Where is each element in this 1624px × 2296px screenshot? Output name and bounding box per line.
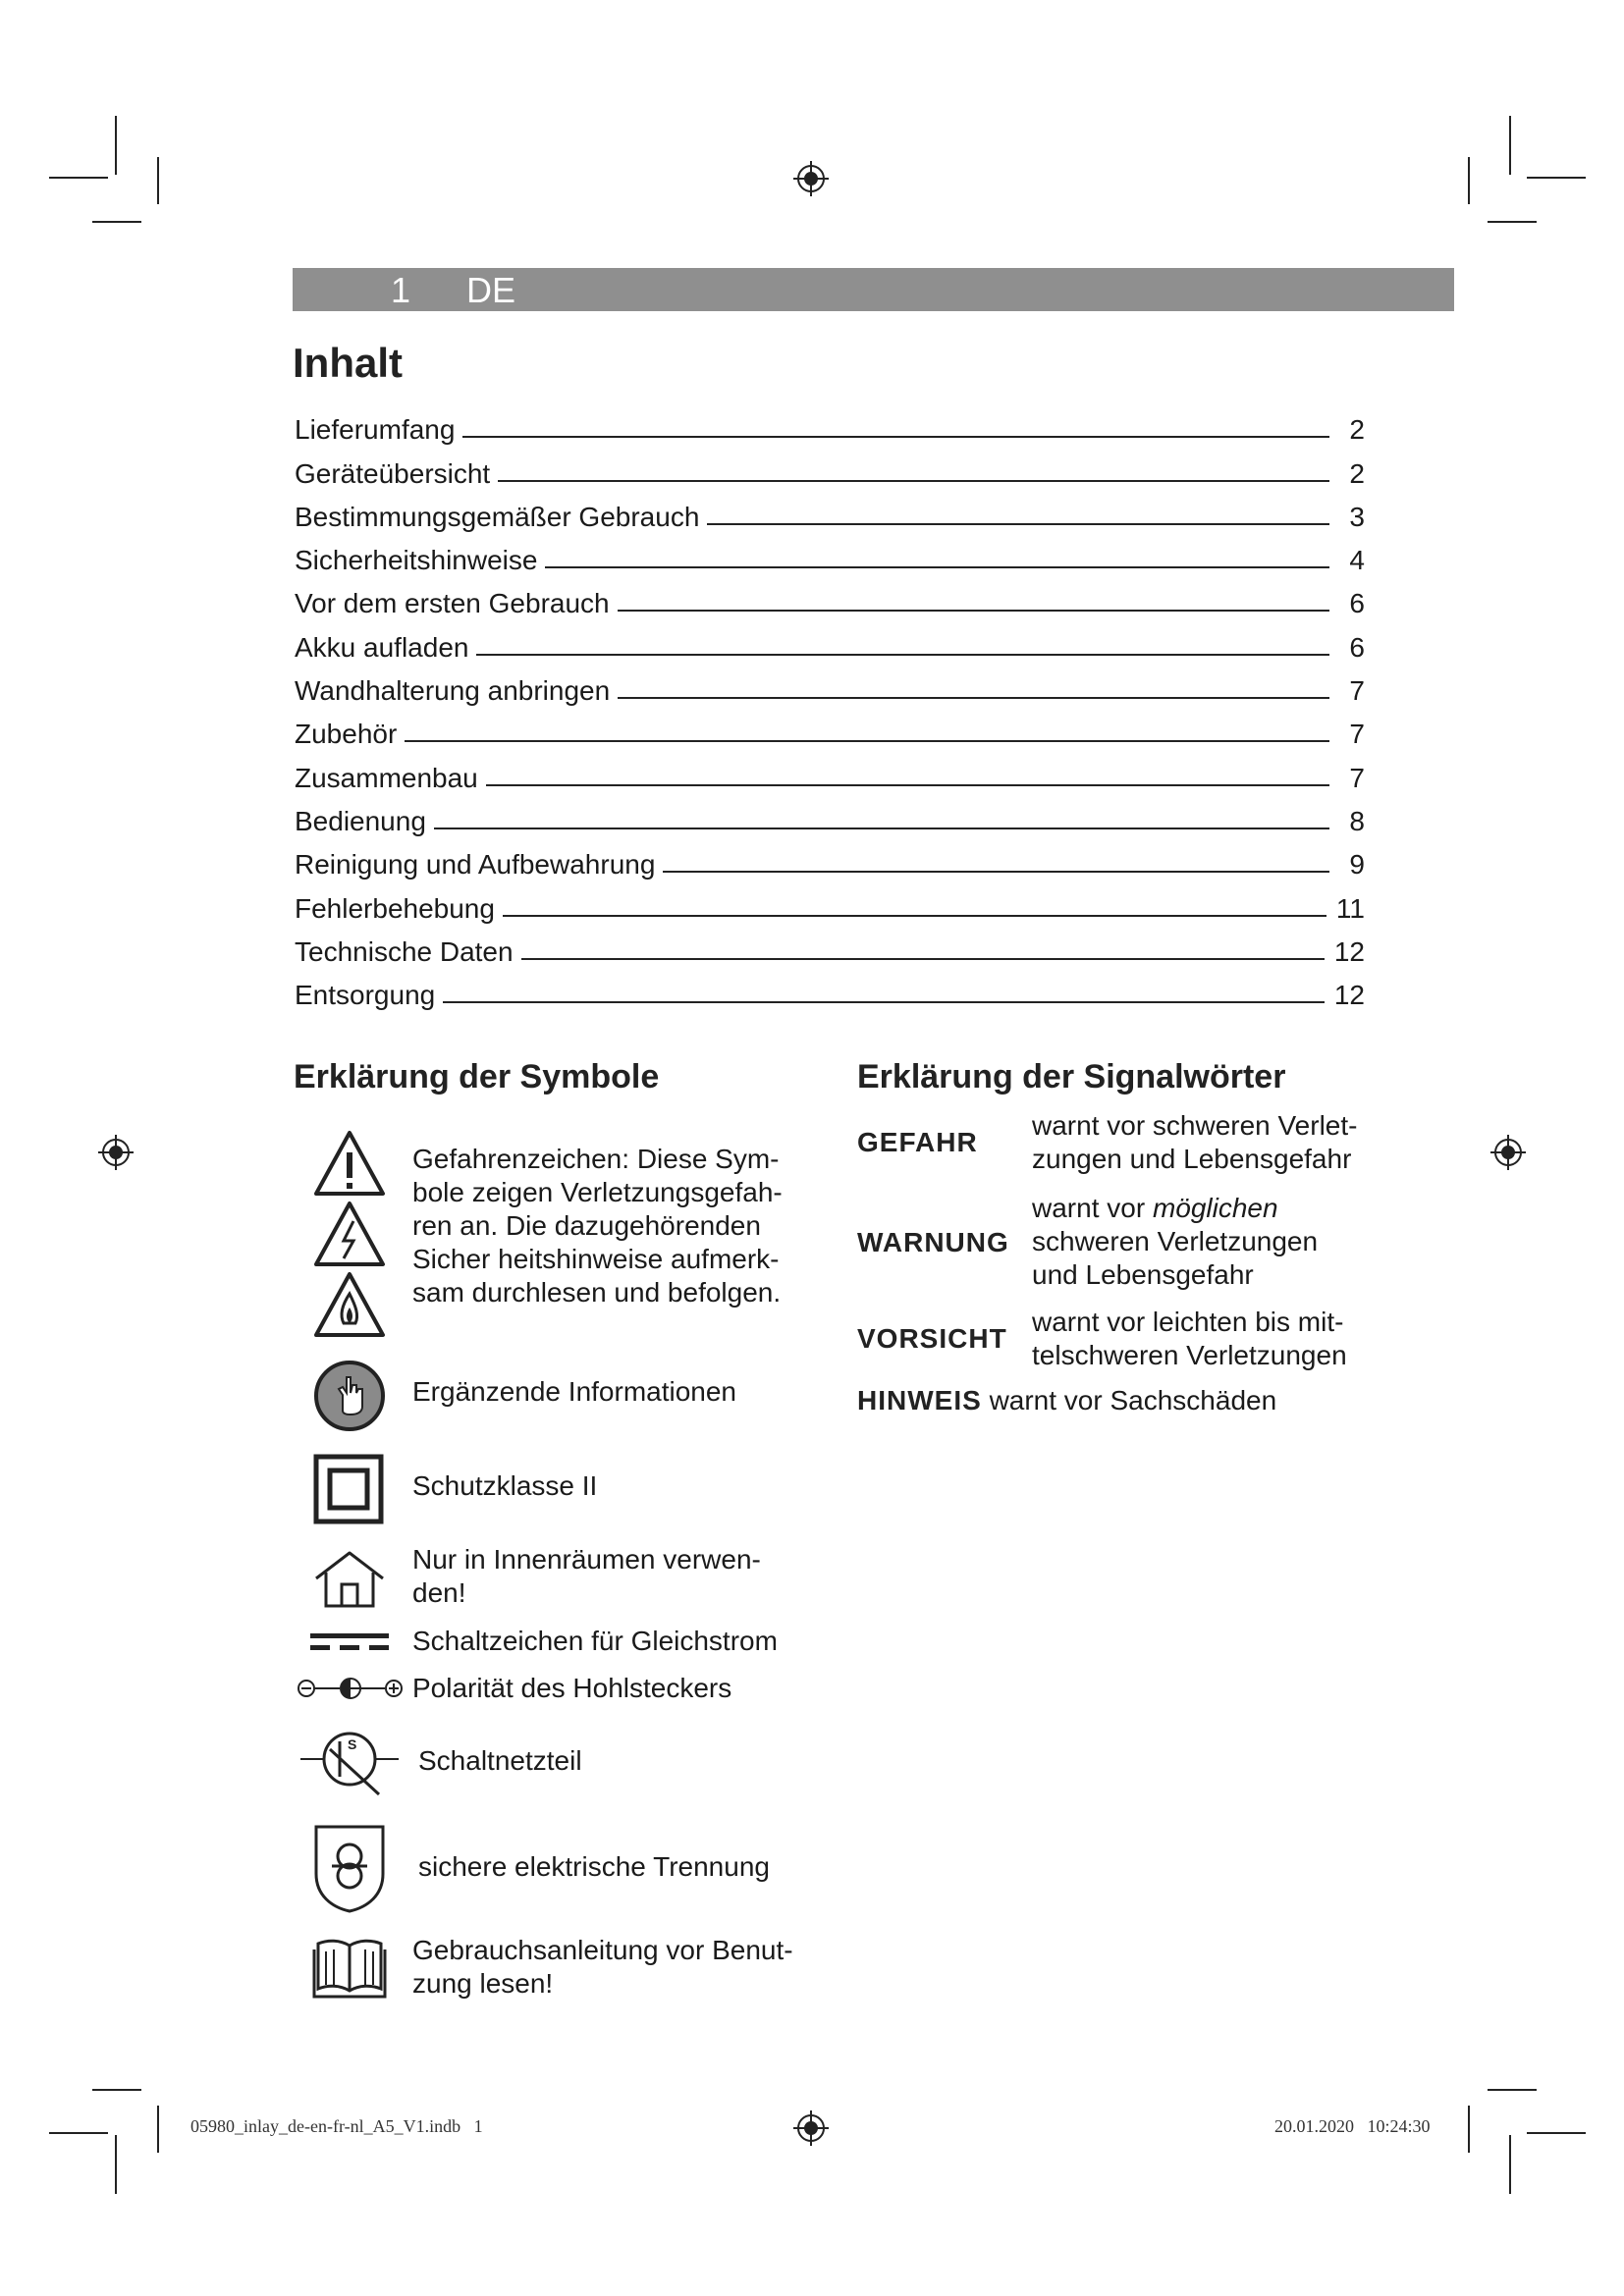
- toc-entry-page: 7: [1349, 762, 1365, 793]
- toc-entry-page: 6: [1349, 588, 1365, 619]
- toc-entry: [295, 576, 1365, 619]
- symbol-desc-transformer: sichere elektrische Trennung: [418, 1851, 770, 1882]
- toc-entry-page: 3: [1349, 501, 1365, 532]
- toc-entry: [295, 750, 1365, 793]
- toc-leader-line: [618, 610, 1329, 612]
- toc-entry-page: 9: [1349, 849, 1365, 881]
- toc-entry-page: 7: [1349, 719, 1365, 750]
- text-line: zung lesen!: [412, 1968, 554, 1999]
- toc-entry: [295, 402, 1365, 446]
- toc-leader-line: [707, 523, 1329, 525]
- toc-entry: [295, 707, 1365, 750]
- direct-current-icon: [310, 1631, 389, 1653]
- signal-desc-line: telschweren Verletzungen: [1032, 1340, 1347, 1370]
- crop-mark: [49, 2132, 108, 2134]
- signal-desc-line: warnt vor leichten bis mit-: [1032, 1307, 1344, 1337]
- warning-triangles-icon: [312, 1129, 387, 1339]
- signal-desc-gefahr: [1032, 1109, 1357, 1176]
- toc-entry: [295, 968, 1365, 1011]
- crop-mark: [1509, 2135, 1511, 2194]
- footer-filename: 05980_inlay_de-en-fr-nl_A5_V1.indb 1: [190, 2116, 483, 2136]
- toc-entry-page: 7: [1349, 675, 1365, 707]
- house-icon: [312, 1549, 387, 1608]
- signal-desc-line: zungen und Lebensgefahr: [1032, 1144, 1352, 1174]
- signal-desc-rest: [1032, 1225, 1318, 1292]
- toc-entry: [295, 490, 1365, 533]
- toc-entry-page: 2: [1349, 414, 1365, 446]
- page-number: 1: [391, 270, 411, 310]
- toc-leader-line: [498, 480, 1329, 482]
- protection-class-ii-icon: [313, 1454, 384, 1524]
- toc-entry-label: Zusammenbau: [295, 762, 478, 793]
- toc-entry-label: Akku aufladen: [295, 631, 469, 663]
- symbol-desc-dc: Schaltzeichen für Gleichstrom: [412, 1626, 778, 1656]
- toc-leader-line: [503, 915, 1326, 917]
- language-code: DE: [466, 270, 516, 310]
- crop-mark: [1527, 2132, 1586, 2134]
- symbol-text: [412, 1143, 825, 1309]
- signal-word-warnung: WARNUNG: [857, 1227, 1009, 1257]
- toc-entry-label: Sicherheitshinweise: [295, 545, 538, 576]
- signal-desc-prefix: warnt vor: [1032, 1193, 1153, 1223]
- toc-entry-label: Bestimmungsgemäßer Gebrauch: [295, 501, 700, 532]
- toc-entry-label: Fehlerbehebung: [295, 892, 495, 924]
- toc-entry: [295, 446, 1365, 489]
- crop-mark: [1468, 2106, 1470, 2153]
- switch-mode-psu-icon: [300, 1728, 399, 1798]
- toc-leader-line: [443, 1001, 1325, 1003]
- toc-leader-line: [618, 697, 1329, 699]
- registration-mark-icon: [98, 1135, 134, 1170]
- toc-leader-line: [476, 654, 1329, 656]
- toc-entry-label: Bedienung: [295, 805, 426, 836]
- toc-entry: [295, 533, 1365, 576]
- toc-leader-line: [434, 828, 1329, 829]
- crop-mark: [1468, 157, 1470, 204]
- symbol-desc-manual: [412, 1934, 825, 2001]
- text-line: ren an. Die dazugehörenden: [412, 1210, 761, 1241]
- text-line: Gebrauchsanleitung vor Benut-: [412, 1935, 793, 1965]
- crop-mark: [49, 177, 108, 179]
- signal-desc-vorsicht: [1032, 1306, 1347, 1372]
- symbol-desc-psu: Schaltnetzteil: [418, 1745, 582, 1776]
- toc-entry: [295, 794, 1365, 837]
- toc-entry-page: 12: [1333, 980, 1365, 1011]
- signal-row-hinweis: [857, 1384, 1276, 1417]
- crop-mark: [1488, 2089, 1537, 2091]
- symbols-heading: Erklärung der Symbole: [294, 1058, 660, 1095]
- symbol-text: [412, 1934, 825, 2001]
- polarity-icon: [297, 1675, 405, 1702]
- toc-entry-label: Geräteübersicht: [295, 457, 491, 489]
- toc-entry-page: 4: [1349, 545, 1365, 576]
- toc-leader-line: [405, 740, 1329, 742]
- symbol-desc-polarity: Polarität des Hohlsteckers: [412, 1673, 732, 1703]
- registration-mark-icon: [793, 2110, 829, 2146]
- symbol-desc-info: Ergänzende Informationen: [412, 1376, 736, 1407]
- crop-mark: [1488, 221, 1537, 223]
- toc-entry-label: Wandhalterung anbringen: [295, 675, 611, 707]
- toc-leader-line: [486, 784, 1329, 786]
- toc-leader-line: [462, 436, 1329, 438]
- symbol-desc-class-ii: Schutzklasse II: [412, 1470, 598, 1501]
- text-line: und Lebensgefahr: [1032, 1259, 1254, 1290]
- toc-entry-page: 8: [1349, 805, 1365, 836]
- toc-leader-line: [663, 871, 1329, 873]
- crop-mark: [92, 221, 141, 223]
- text-line: Gefahrenzeichen: Diese Sym-: [412, 1144, 780, 1174]
- toc-entry-label: Zubehör: [295, 719, 398, 750]
- toc-entry: [295, 881, 1365, 924]
- symbol-text: [412, 1543, 825, 1610]
- manual-book-icon: [312, 1936, 387, 2001]
- text-line: schweren Verletzungen: [1032, 1226, 1319, 1256]
- signal-desc-hinweis: warnt vor Sachschäden: [989, 1385, 1277, 1415]
- hand-info-icon: [313, 1360, 386, 1432]
- toc-entry: [295, 619, 1365, 663]
- crop-mark: [115, 116, 117, 175]
- crop-mark: [92, 2089, 141, 2091]
- signal-desc-warnung: [1032, 1192, 1318, 1292]
- registration-mark-icon: [1490, 1135, 1526, 1170]
- toc-entry-label: Entsorgung: [295, 980, 436, 1011]
- toc-leader-line: [545, 566, 1329, 568]
- toc-entry-label: Vor dem ersten Gebrauch: [295, 588, 610, 619]
- crop-mark: [1527, 177, 1586, 179]
- toc-entry: [295, 664, 1365, 707]
- signal-word-gefahr: GEFAHR: [857, 1127, 978, 1157]
- toc-entry-label: Lieferumfang: [295, 414, 456, 446]
- signal-desc-line: warnt vor schweren Verlet-: [1032, 1110, 1358, 1141]
- safety-transformer-icon: [312, 1823, 387, 1913]
- toc-entry-page: 12: [1333, 935, 1365, 967]
- toc-entry: [295, 837, 1365, 881]
- crop-mark: [157, 2106, 159, 2153]
- crop-mark: [115, 2135, 117, 2194]
- section-header-bar: [293, 268, 1454, 311]
- symbol-desc-indoor: [412, 1543, 825, 1610]
- toc-entry-page: 2: [1349, 457, 1365, 489]
- toc-title: Inhalt: [293, 340, 403, 386]
- text-line: Sicher heitshinweise aufmerk-: [412, 1244, 780, 1274]
- text-line: Nur in Innenräumen verwen-: [412, 1544, 761, 1575]
- toc-entry-page: 11: [1335, 892, 1365, 924]
- toc-entry: [295, 925, 1365, 968]
- crop-mark: [157, 157, 159, 204]
- toc-entry-page: 6: [1349, 631, 1365, 663]
- toc-leader-line: [521, 958, 1325, 960]
- footer-timestamp: 20.01.2020 10:24:30: [1274, 2116, 1431, 2136]
- psu-letter: S: [348, 1736, 357, 1752]
- signal-desc-line: [1032, 1192, 1318, 1225]
- crop-mark: [1509, 116, 1511, 175]
- table-of-contents: [295, 402, 1365, 1011]
- signal-words-heading: Erklärung der Signalwörter: [857, 1058, 1286, 1095]
- registration-mark-icon: [793, 161, 829, 196]
- toc-entry-label: Technische Daten: [295, 935, 514, 967]
- toc-entry-label: Reinigung und Aufbewahrung: [295, 849, 656, 881]
- text-line: bole zeigen Verletzungsgefah-: [412, 1177, 783, 1207]
- signal-word-hinweis: HINWEIS: [857, 1385, 982, 1415]
- text-line: den!: [412, 1577, 466, 1608]
- text-line: sam durchlesen und befolgen.: [412, 1277, 782, 1308]
- signal-word-vorsicht: VORSICHT: [857, 1323, 1007, 1354]
- symbol-desc-warning: [412, 1143, 825, 1309]
- signal-desc-emphasis: möglichen: [1152, 1193, 1278, 1223]
